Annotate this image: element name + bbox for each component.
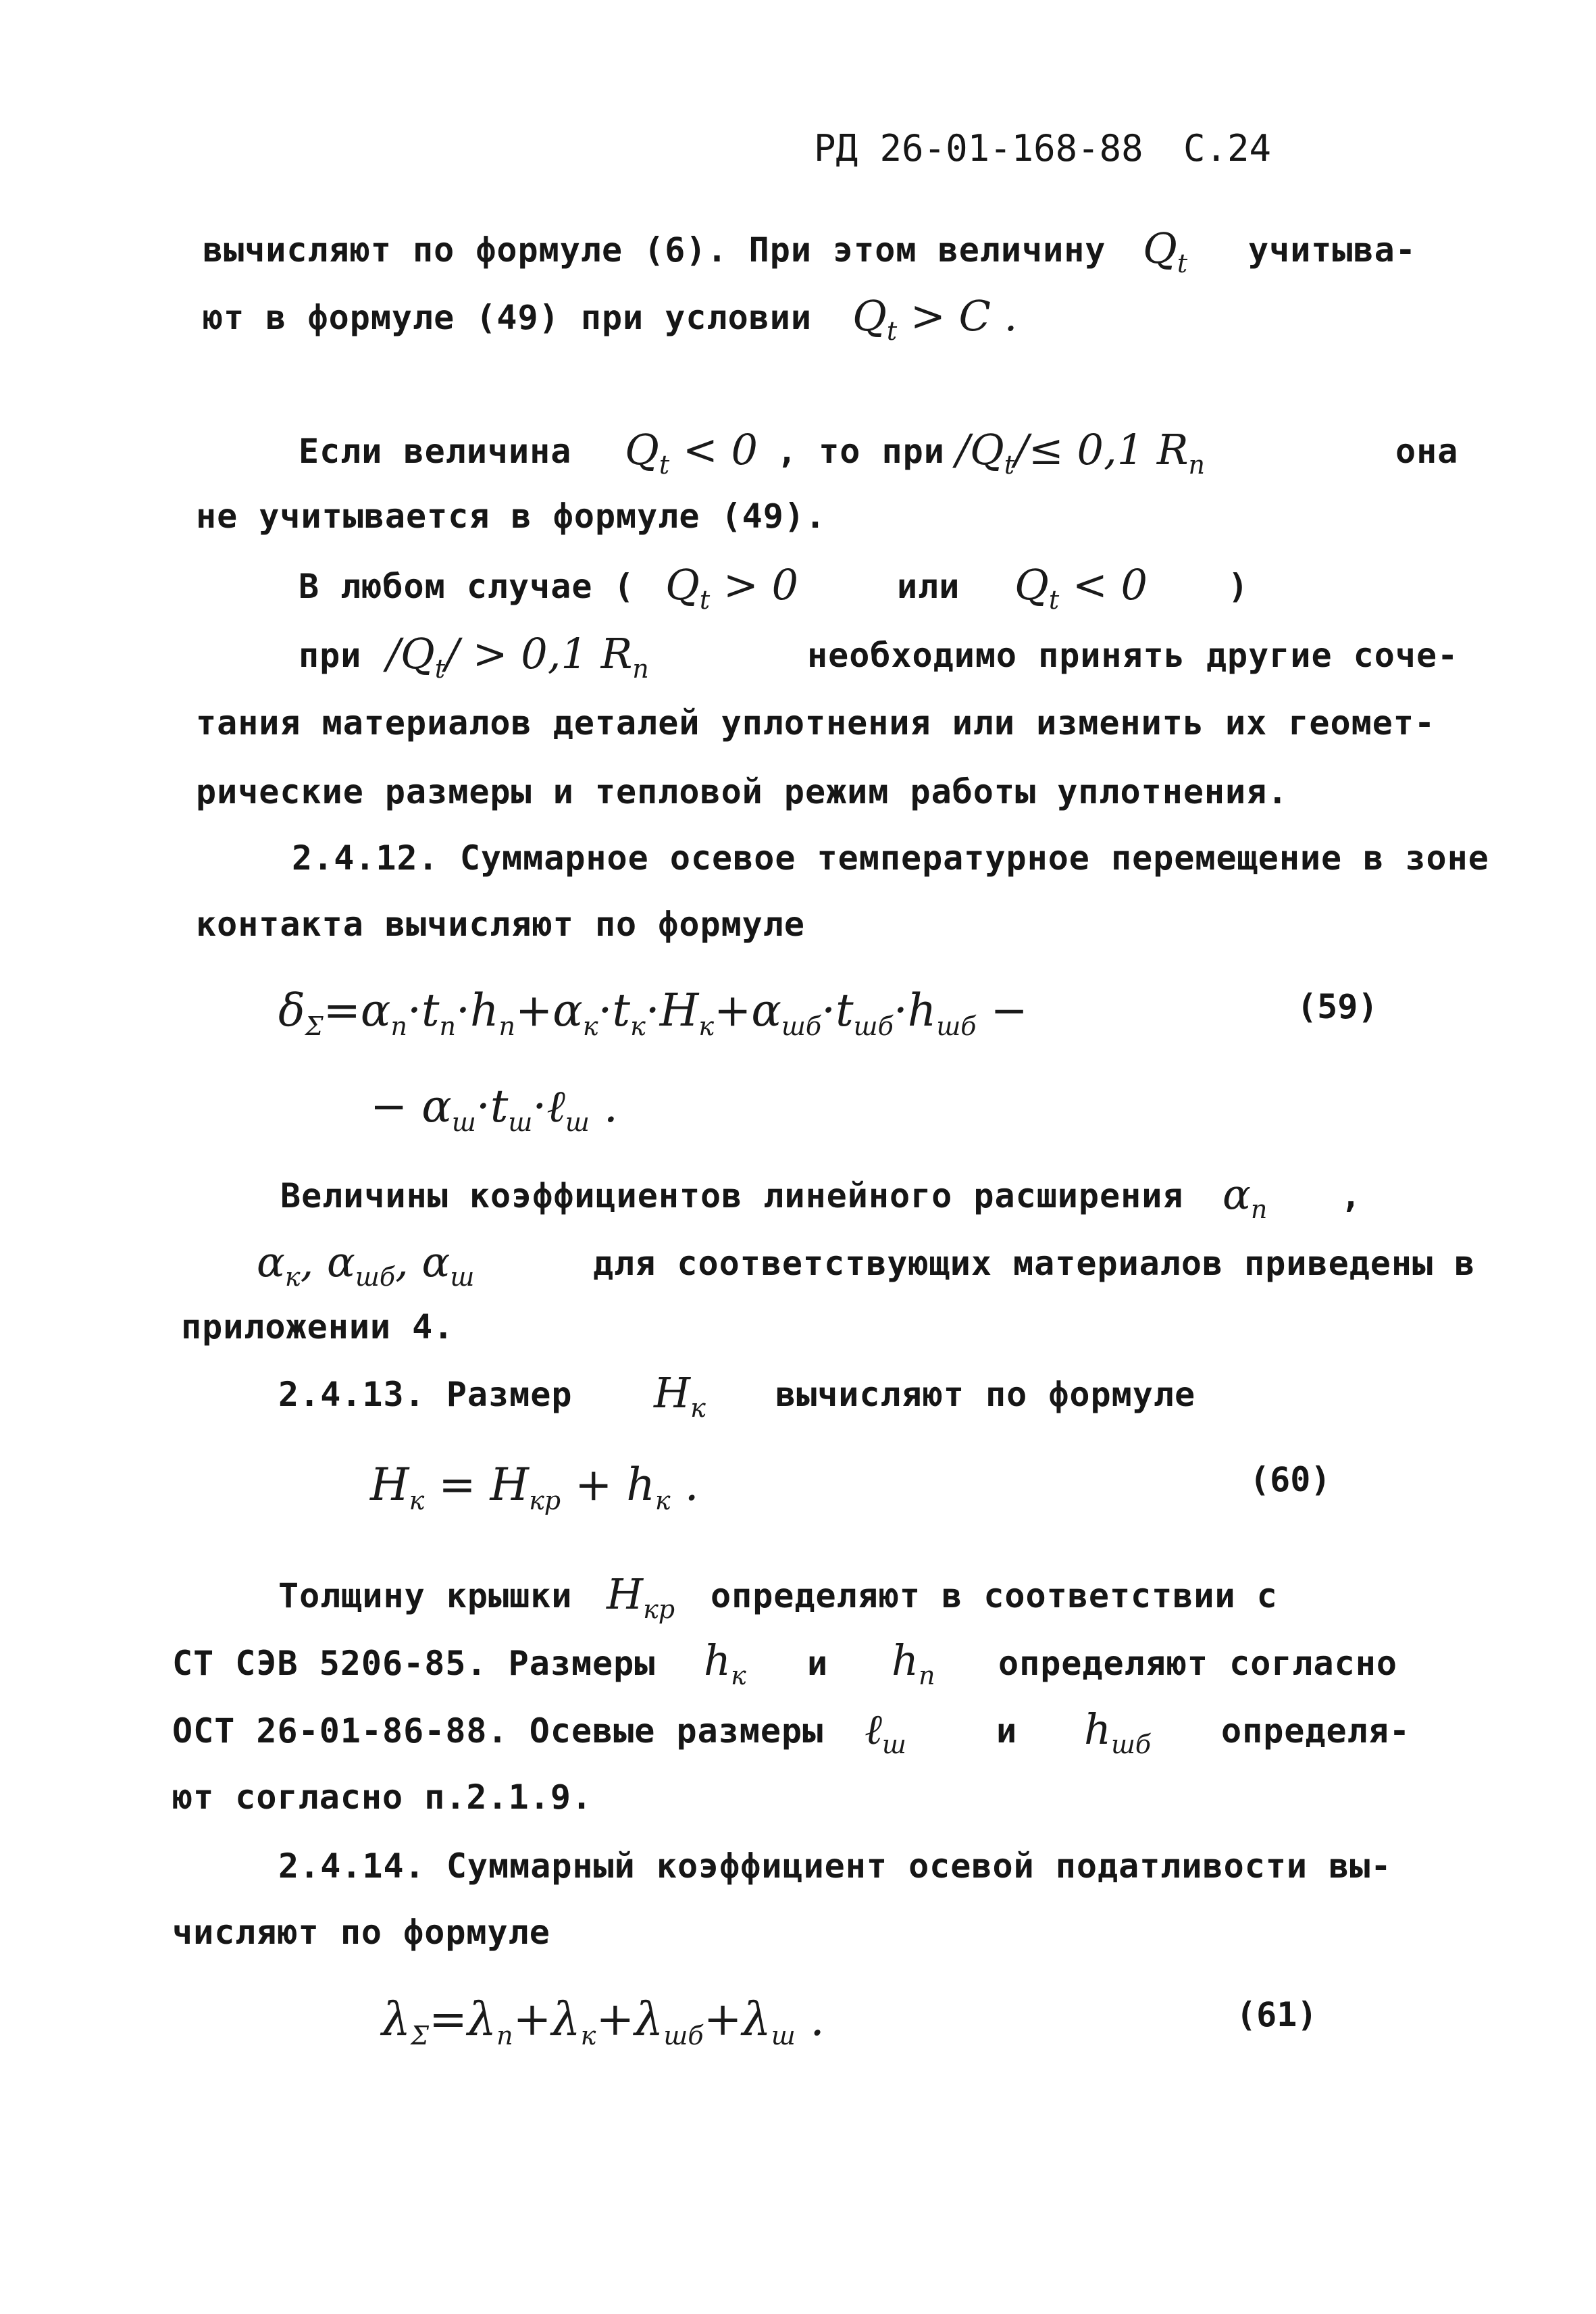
sec2413-line4-and: и	[996, 1711, 1018, 1751]
sec2413-line2: Толщину крышки	[278, 1576, 573, 1615]
document-code: РД 26-01-168-88	[814, 127, 1143, 170]
h-k-small-symbol: $h_к$	[704, 1636, 746, 1690]
para3-line2-end: необходимо принять другие соче-	[807, 636, 1459, 675]
para3-line1-text: В любом случае (	[299, 567, 635, 606]
qt-lt-zero: $Q_t < 0$	[625, 425, 758, 480]
condition-formula: $Q_t > C$ .	[852, 291, 1018, 346]
para2-line2-text: не учитывается в формуле (49).	[196, 497, 827, 536]
l-sh-symbol: ℓ$_ш$	[865, 1705, 906, 1759]
page-number: С.24	[1183, 127, 1272, 170]
para2-line1-end: она	[1395, 432, 1459, 471]
equation-number-59: (59)	[1297, 987, 1379, 1026]
formula-59-line1: $\delta_\Sigma=\alpha_n\cdot t_n\cdot h_n+\alpha_к\cdot t_к\cdot H_к+\alpha_{шб}\cdot t_{шб}\cdot h_{шб}$ −	[278, 984, 1028, 1041]
h-kr-symbol: $H_{кр}$	[607, 1569, 675, 1624]
sec2413-line3: СТ СЭВ 5206-85. Размеры	[172, 1644, 656, 1683]
abs-qt-le-formula: $/Q_t/\le 0,1$ $R_n$	[956, 425, 1206, 480]
para3-line1-close: )	[1228, 567, 1250, 606]
qt-lt-zero-2: $Q_t < 0$	[1014, 560, 1148, 615]
sec2412-line2: контакта вычисляют по формуле	[196, 905, 805, 944]
qt-symbol: $Q_t$	[1143, 224, 1188, 278]
h-k-symbol: $H_к$	[654, 1368, 706, 1423]
formula-59-line2: − $\alpha_ш\cdot t_ш\cdot\ell_ш$ .	[370, 1080, 618, 1137]
sec2413-line3-end: определяют согласно	[998, 1644, 1397, 1683]
qt-gt-zero: $Q_t > 0$	[665, 560, 798, 615]
equation-number-61: (61)	[1236, 1995, 1318, 2034]
sec2413-line5: ют согласно п.2.1.9.	[172, 1778, 593, 1817]
formula-61: $\lambda_\Sigma=\lambda_n+\lambda_к+\lambda_{шб}+\lambda_ш$ .	[382, 1993, 825, 2051]
para3-line3: тания материалов деталей уплотнения или изменить их геомет-	[196, 703, 1436, 743]
sec2413-line1-end: вычисляют по формуле	[775, 1375, 1196, 1414]
sec2413-line4-end: определя-	[1221, 1711, 1410, 1751]
coefficients-line1-comma: ,	[1341, 1176, 1362, 1215]
para2-line1-mid: , то при	[777, 432, 945, 471]
coefficients-line1: Величины коэффициентов линейного расширения	[280, 1176, 1184, 1215]
para1-line2-text: ют в формуле (49) при условии	[203, 298, 812, 337]
sec2414-line2: числяют по формуле	[172, 1913, 550, 1952]
sec2413-line4: ОСТ 26-01-86-88. Осевые размеры	[172, 1711, 824, 1751]
alpha-n-symbol: $\alpha_n$	[1222, 1169, 1268, 1224]
coefficients-line3: приложении 4.	[181, 1307, 455, 1347]
sec2412-line1: 2.4.12. Суммарное осевое температурное перемещение в зоне	[292, 838, 1489, 878]
sec2413-line3-and: и	[807, 1644, 829, 1683]
para1-line1-end: учитыва-	[1248, 230, 1416, 270]
para2-line1-text: Если величина	[299, 432, 572, 471]
para3-line4: рические размеры и тепловой режим работы уплотнения.	[196, 772, 1289, 811]
para3-line2-start: при	[299, 636, 362, 675]
sec2414-line1: 2.4.14. Суммарный коэффициент осевой податливости вы-	[278, 1846, 1392, 1886]
formula-60: $H_к = H_{кр} + h_к$ .	[370, 1459, 699, 1515]
abs-qt-gt-formula: $/Q_t/ > 0,1$ $R_n$	[386, 629, 649, 684]
h-shb-symbol: $h_{шб}$	[1084, 1705, 1152, 1759]
para1-line1-text: вычисляют по формуле (6). При этом величину	[203, 230, 1106, 270]
equation-number-60: (60)	[1250, 1460, 1331, 1499]
h-n-symbol: $h_n$	[892, 1636, 935, 1690]
sec2413-line1: 2.4.13. Размер	[278, 1375, 573, 1414]
alpha-list-symbols: $\alpha_к$, $\alpha_{шб}$, $\alpha_ш$	[257, 1237, 475, 1292]
sec2413-line2-end: определяют в соответствии с	[711, 1576, 1278, 1615]
para3-line1-or: или	[897, 567, 960, 606]
coefficients-line2: для соответствующих материалов приведены в	[593, 1244, 1476, 1283]
